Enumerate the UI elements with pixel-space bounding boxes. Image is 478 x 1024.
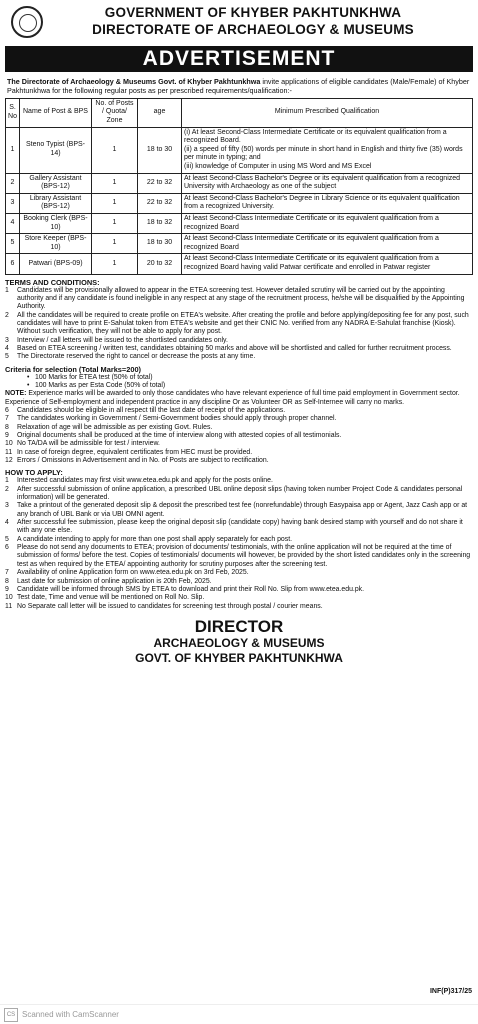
cell-age: 20 to 32 — [138, 254, 182, 274]
bullet-icon: • — [27, 373, 30, 381]
terms-item — [5, 353, 473, 361]
qualification-line: At least Second-Class Intermediate Certificate or its equivalent qualification from a recognized Board having valid Patwar certificate and enrolled in Patwar register — [184, 255, 439, 271]
item-number: 6 — [5, 406, 9, 414]
apply-item — [5, 603, 473, 611]
item-number: 1 — [5, 286, 9, 294]
apply-title: HOW TO APPLY: — [5, 468, 63, 478]
intro-bold: The Directorate of Archaeology & Museums Govt. of Khyber Pakhtunkhwa — [7, 77, 261, 86]
item-number: 3 — [5, 502, 9, 510]
cell-age: 18 to 30 — [138, 234, 182, 254]
reference-number: INF(P)317/25 — [429, 988, 472, 995]
item-number: 12 — [5, 457, 13, 465]
item-number: 6 — [5, 544, 9, 552]
table-row — [6, 234, 473, 254]
item-text: Candidates should be eligible in all respect till the last date of receipt of the applications. — [17, 406, 286, 414]
cell-sno: 2 — [6, 173, 20, 193]
cell-sno: 6 — [6, 254, 20, 274]
item-number: 3 — [5, 336, 9, 344]
cell-age: 18 to 30 — [138, 127, 182, 173]
cell-num: 1 — [92, 254, 138, 274]
table-row — [6, 127, 473, 173]
item-text: The Directorate reserved the right to cancel or decrease the posts at any time. — [17, 353, 256, 361]
item-number: 2 — [5, 485, 9, 493]
cell-qualification — [182, 173, 473, 193]
apply-item — [5, 502, 473, 519]
col-qualification: Minimum Prescribed Qualification — [182, 98, 473, 127]
item-number: 4 — [5, 344, 9, 352]
item-text: Please do not send any documents to ETEA; provision of documents/ testimonials, with the online application will not be required at the time of submission of forms/ before the test. Copies of testimonials/ documents will however, be provided by the short listed candidates only in the screening test as when required by the ETEA/ appointing authority for scrutiny purposes after the screening test. — [17, 544, 471, 568]
bullet-icon: • — [27, 381, 30, 389]
terms-item — [5, 287, 473, 312]
item-text: Interested candidates may first visit www.etea.edu.pk and apply for the posts online. — [17, 477, 273, 485]
header-line-1: GOVERNMENT OF KHYBER PAKHTUNKHWA — [104, 5, 402, 20]
apply-item — [5, 519, 473, 536]
cell-num: 1 — [92, 173, 138, 193]
item-text: After successful fee submission, please keep the original deposit slip (candidate copy) having bank desired stamp with yourself and do not share it with any one else. — [17, 519, 463, 535]
col-post: Name of Post & BPS — [20, 98, 92, 127]
item-number: 5 — [5, 535, 9, 543]
item-number: 8 — [5, 423, 9, 431]
table-row — [6, 213, 473, 233]
terms-item — [5, 415, 473, 423]
apply-item — [5, 569, 473, 577]
cell-post: Steno Typist (BPS-14) — [20, 127, 92, 173]
criteria-item — [5, 382, 473, 390]
item-text: All the candidates will be required to create profile on ETEA's website. After creating the profile and before applying/depositing fee for any post, such candidates will have to print E-Sahulat token from ETEA's website and get their CNIC No. verified from any NADRA E-Sahulat franchise (Kiosk). Without such verification, they will not be able to apply for any post. — [17, 311, 469, 336]
qualification-line: (iii) knowledge of Computer in using MS Word and MS Excel — [184, 162, 372, 170]
apply-item — [5, 536, 473, 544]
item-text: Original documents shall be produced at the time of interview along with attested copies of all testimonials. — [17, 432, 342, 439]
item-number: 2 — [5, 311, 9, 319]
advertisement-banner: ADVERTISEMENT — [5, 46, 473, 72]
item-text: No TA/DA will be admissible for test / interview. — [17, 440, 160, 448]
intro-rest: invite applications of eligible candidates (Male/Female) of Khyber Pakhtunkhwa for the following regular posts as per prescribed requirements/qualification:- — [7, 77, 470, 96]
cell-qualification — [182, 213, 473, 233]
item-text: No Separate call letter will be issued to candidates for screening test through postal / courier means. — [17, 602, 323, 610]
qualification-line: At least Second-Class Intermediate Certificate or its equivalent qualification from a recognized Board — [184, 214, 439, 231]
cell-qualification — [182, 193, 473, 213]
item-text: Last date for submission of online application is 20th Feb, 2025. — [17, 577, 212, 585]
criteria-text: 100 Marks for ETEA test (50% of total) — [35, 373, 153, 381]
signature-title: DIRECTOR — [194, 616, 284, 636]
terms-item — [5, 449, 473, 457]
cell-post: Patwari (BPS-09) — [20, 254, 92, 274]
cell-age: 22 to 32 — [138, 193, 182, 213]
terms-item — [5, 345, 473, 353]
cell-num: 1 — [92, 213, 138, 233]
header-line-2: DIRECTORATE OF ARCHAEOLOGY & MUSEUMS — [92, 22, 414, 37]
cell-post: Store Keeper (BPS-10) — [20, 234, 92, 254]
qualification-line: (ii) a speed of fifty (50) words per minute in short hand in English and thirty five (35) words per minute in typing; and — [184, 145, 463, 162]
terms-item — [5, 424, 473, 432]
table-row — [6, 173, 473, 193]
scanner-footer — [0, 1004, 478, 1024]
item-number: 7 — [5, 415, 9, 423]
qualification-line: At least Second-Class Bachelor's Degree or its equivalent qualification from a recognized University with Archaeology as one of the subject — [184, 174, 461, 191]
qualification-line: (i) At least Second-Class Intermediate Certificate or its equivalent qualification from a recognized Board. — [184, 128, 447, 145]
criteria-item — [5, 374, 473, 382]
signature-line-1: ARCHAEOLOGY & MUSEUMS — [153, 635, 325, 650]
table-row — [6, 254, 473, 274]
advertisement-page — [5, 4, 473, 666]
item-number: 11 — [5, 448, 13, 456]
cell-num: 1 — [92, 234, 138, 254]
signature-line-2: GOVT. OF KHYBER PAKHTUNKHWA — [135, 650, 343, 665]
apply-item — [5, 594, 473, 602]
cell-sno: 4 — [6, 213, 20, 233]
criteria-title: Criteria for selection (Total Marks=200) — [5, 364, 142, 374]
item-text: In case of foreign degree, equivalent certificates from HEC must be provided. — [17, 448, 253, 456]
cell-age: 18 to 32 — [138, 213, 182, 233]
item-text: Availability of online Application form on www.etea.edu.pk on 3rd Feb, 2025. — [17, 569, 249, 577]
table-header-row — [6, 98, 473, 127]
item-number: 11 — [5, 602, 13, 610]
intro-paragraph — [7, 77, 471, 96]
item-number: 7 — [5, 569, 9, 577]
scanner-text: Scanned with CamScanner — [22, 1010, 119, 1019]
cell-post: Gallery Assistant (BPS-12) — [20, 173, 92, 193]
signature-block — [5, 617, 473, 666]
terms-item — [5, 457, 473, 465]
col-sno: S. No — [6, 98, 20, 127]
item-number: 4 — [5, 519, 9, 527]
item-text: The candidates working in Government / Semi-Government bodies should apply through proper channel. — [17, 415, 337, 423]
note-paragraph — [5, 390, 473, 407]
cell-sno: 3 — [6, 193, 20, 213]
cell-num: 1 — [92, 193, 138, 213]
terms-title: TERMS AND CONDITIONS: — [5, 277, 100, 287]
terms-item — [5, 440, 473, 448]
terms-item — [5, 432, 473, 440]
qualification-line: At least Second-Class Bachelor's Degree in Library Science or its equivalent qualification from a recognized University. — [184, 194, 460, 211]
item-number: 10 — [5, 594, 13, 602]
item-text: Candidate will be informed through SMS by ETEA to download and print their Roll No. Slip from www.etea.edu.pk. — [17, 585, 365, 593]
terms-item — [5, 407, 473, 415]
cell-post: Library Assistant (BPS-12) — [20, 193, 92, 213]
table-row — [6, 193, 473, 213]
camscanner-icon: CS — [4, 1008, 18, 1022]
col-age: age — [138, 98, 182, 127]
item-number: 1 — [5, 477, 9, 485]
cell-sno: 1 — [6, 127, 20, 173]
note-text: Experience marks will be awarded to only those candidates who have relevant experience of full time paid employment in Government sector. Experience of Self-employment and independent practice in any discipline Or as Volunteer OR as Self-Internee will carry no marks. — [5, 390, 460, 406]
posts-table — [5, 98, 473, 275]
cell-qualification — [182, 127, 473, 173]
cell-age: 22 to 32 — [138, 173, 182, 193]
criteria-text: 100 Marks as per Esta Code (50% of total) — [35, 381, 166, 389]
item-text: A candidate intending to apply for more than one post shall apply separately for each post. — [17, 535, 293, 543]
item-number: 10 — [5, 440, 13, 448]
col-num: No. of Posts / Quota/ Zone — [92, 98, 138, 127]
cell-post: Booking Clerk (BPS-10) — [20, 213, 92, 233]
item-text: Relaxation of age will be admissible as per existing Govt. Rules. — [17, 423, 213, 431]
qualification-line: At least Second-Class Intermediate Certificate or its equivalent qualification from a recognized Board — [184, 235, 439, 251]
cell-sno: 5 — [6, 234, 20, 254]
note-label: NOTE: — [5, 390, 27, 398]
item-text: Errors / Omissions in Advertisement and in No. of Posts are subject to rectification. — [17, 457, 269, 465]
cell-qualification — [182, 254, 473, 274]
item-text: Test date, Time and venue will be mentioned on Roll No. Slip. — [17, 594, 205, 602]
item-number: 8 — [5, 577, 9, 585]
item-text: After successful submission of online application, a prescribed UBL online deposit slips (having token number Project Code & candidates personal information) will be generated. — [17, 485, 463, 502]
cell-num: 1 — [92, 127, 138, 173]
item-text: Take a printout of the generated deposit slip & deposit the prescribed test fee (nonrefundable) through Easypaisa app or Agent, Jazz Cash app or at any branch of UBL Bank or via UBI OMNI agent. — [17, 502, 468, 518]
item-number: 5 — [5, 353, 9, 361]
item-text: Interview / call letters will be issued to the shortlisted candidates only. — [17, 336, 228, 344]
apply-item — [5, 578, 473, 586]
terms-item — [5, 312, 473, 337]
item-number: 9 — [5, 585, 9, 593]
item-text: Based on ETEA screening / written test, candidates obtaining 50 marks and above will be shortlisted and called for further recruitment process. — [17, 344, 452, 352]
apply-item — [5, 544, 473, 569]
apply-item — [5, 586, 473, 594]
government-seal-icon — [11, 6, 43, 38]
item-text: Candidates will be provisionally allowed to appear in the ETEA screening test. However detailed scrutiny will be carried out by the appointing authority and if any candidate is found ineligible in any respect at any stage of the recruitment process, he/she will be disqualified by the Appointing Authority. — [17, 286, 465, 311]
item-number: 9 — [5, 432, 9, 439]
terms-item — [5, 337, 473, 345]
header — [5, 4, 473, 44]
apply-item — [5, 486, 473, 503]
cell-qualification — [182, 234, 473, 254]
apply-item — [5, 477, 473, 485]
